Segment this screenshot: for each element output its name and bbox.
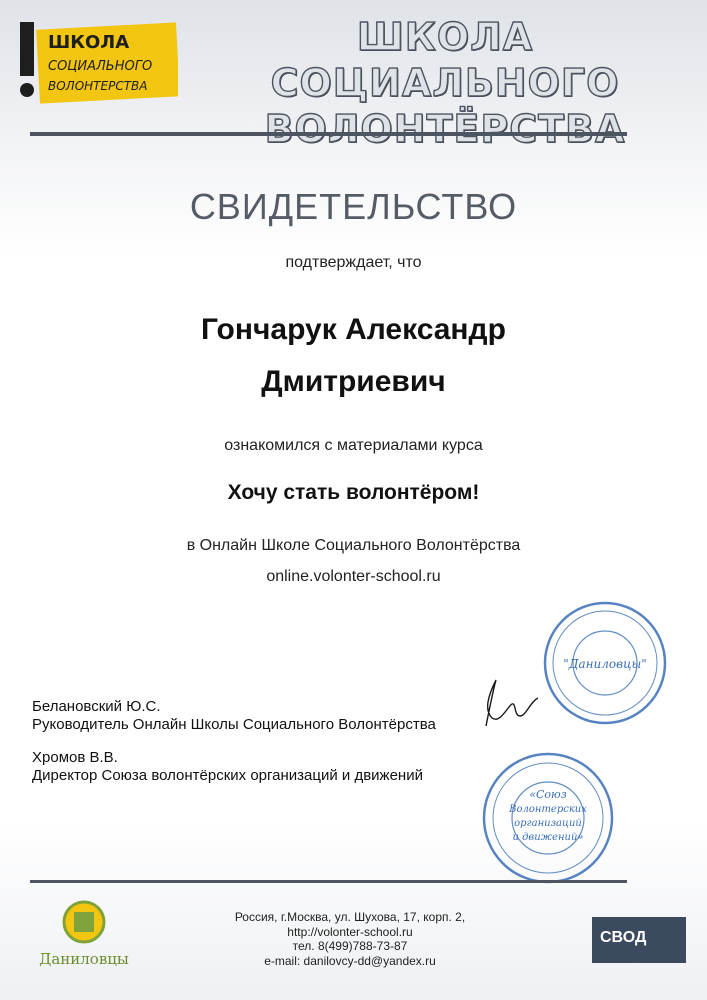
stamp-1-label: "Даниловцы" (563, 657, 647, 671)
school-title-line-2: ВОЛОНТЁРСТВА (264, 107, 626, 151)
signer-1-name: Белановский Ю.С. (32, 698, 161, 715)
recipient-name (0, 304, 707, 408)
danilovtsy-logo-label: Даниловцы (39, 950, 129, 968)
school-text: в Онлайн Школе Социального Волонтёрства (186, 537, 521, 554)
confirms-text: подтверждает, что (285, 254, 422, 271)
stamp-2-line-2: Волонтерских (509, 804, 587, 815)
familiarized-text: ознакомился с материалами курса (224, 437, 483, 454)
svod-logo-label: СВОД (600, 929, 647, 946)
school-title-line-1: ШКОЛА СОЦИАЛЬНОГО (270, 15, 620, 105)
recipient-name-line-1: Гончарук Александр (201, 313, 506, 346)
school-logo (18, 18, 178, 104)
handwritten-signature-1 (478, 676, 548, 732)
signature-block-2 (32, 749, 423, 785)
website-text: online.volonter-school.ru (266, 568, 441, 585)
footer-divider (30, 880, 627, 883)
union-stamp (478, 748, 618, 888)
signature-block-1 (32, 698, 436, 734)
danilovtsy-logo (22, 898, 162, 978)
course-title: Хочу стать волонтёром! (227, 481, 480, 504)
phone-text: тел. 8(499)788-73-87 (292, 939, 408, 953)
signer-2-role: Директор Союза волонтёрских организаций и движений (32, 767, 423, 784)
logo-line-1: ШКОЛА (48, 32, 130, 53)
contact-info (190, 910, 510, 968)
stamp-2-line-1: «Союз (529, 788, 567, 801)
certificate-title: СВИДЕТЕЛЬСТВО (189, 186, 518, 227)
header-divider (30, 132, 627, 136)
logo-line-3: ВОЛОНТЕРСТВА (48, 79, 148, 93)
danilovtsy-stamp (540, 598, 670, 728)
stamp-2-line-3: организаций (514, 818, 582, 829)
stamp-2-line-4: и движений» (512, 832, 584, 843)
logo-line-2: СОЦИАЛЬНОГО (48, 59, 153, 74)
url-text[interactable]: http://volonter-school.ru (287, 924, 413, 939)
address-text: Россия, г.Москва, ул. Шухова, 17, корп. 2, (234, 910, 466, 924)
signer-2-name: Хромов В.В. (32, 749, 118, 766)
signer-1-role: Руководитель Онлайн Школы Социального Волонтёрства (32, 716, 436, 733)
email-text[interactable]: e-mail: danilovcy-dd@yandex.ru (264, 953, 436, 968)
recipient-name-line-2: Дмитриевич (261, 365, 446, 398)
svod-logo (592, 917, 686, 963)
